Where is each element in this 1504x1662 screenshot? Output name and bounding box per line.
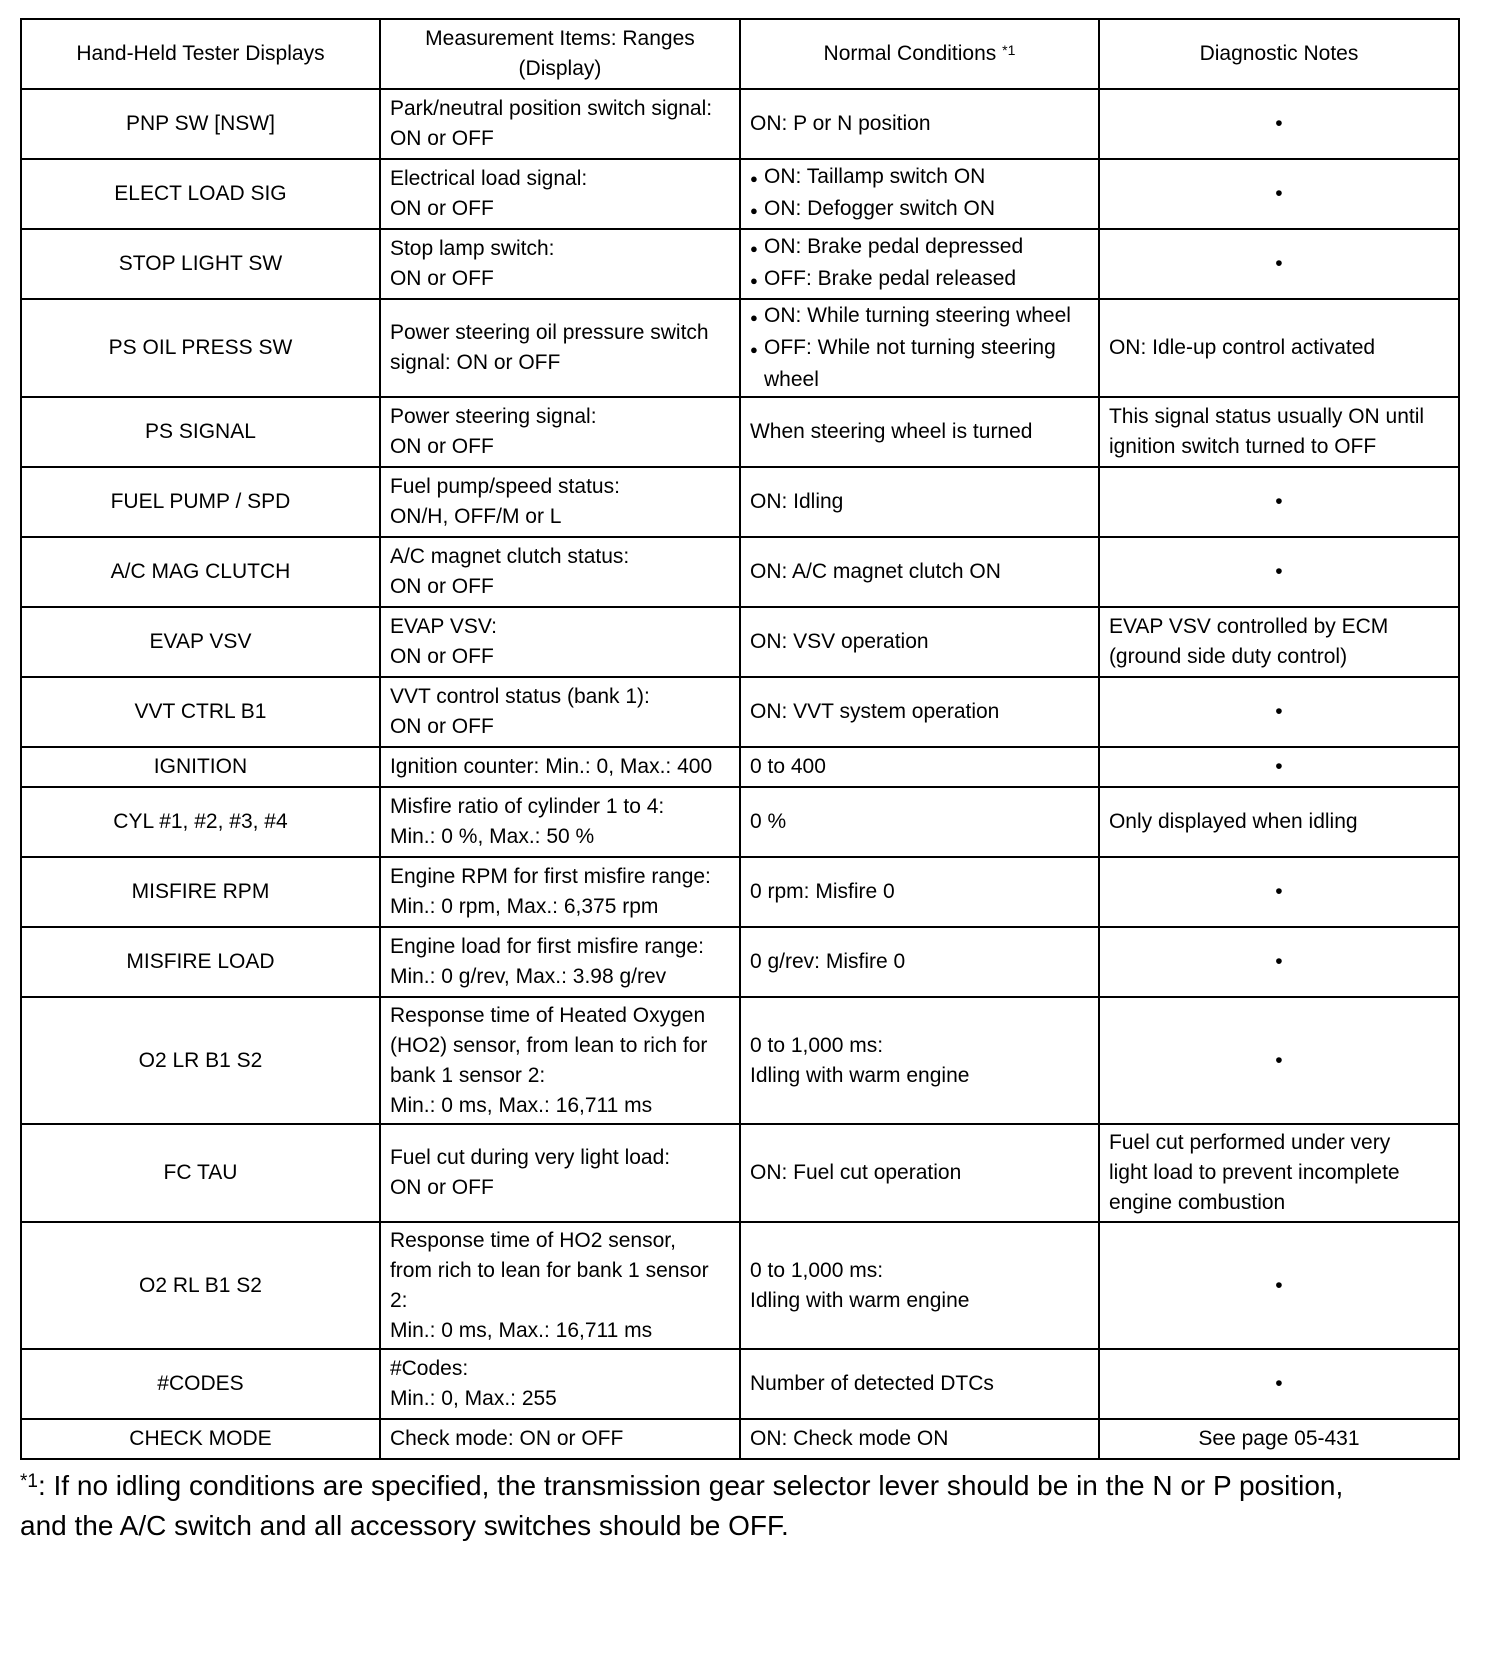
footnote [20,1466,1480,1546]
footnote-marker: *1 [20,1471,38,1492]
cell-normal [740,89,1099,159]
range-line: ON or OFF [389,715,494,738]
range-line: ON or OFF [389,197,494,220]
cell-display: O2 RL B1 S2 [21,1222,380,1349]
range-line: Power steering oil pressure switch [389,321,709,344]
range-line: EVAP VSV: [389,615,497,638]
cell-range [380,607,740,677]
empty-note-dot: • [1275,755,1283,778]
empty-note-dot: • [1275,1372,1283,1395]
range-line: Response time of HO2 sensor, [389,1228,676,1252]
range-line: Check mode: ON or OFF [389,1427,624,1450]
range-line: Response time of Heated Oxygen [389,1003,706,1027]
cell-normal [740,857,1099,927]
range-line: ON or OFF [389,267,494,290]
footnote-line2: and the A/C switch and all accessory switches should be OFF. [20,1510,789,1541]
notes-line: ON: Idle-up control activated [1108,336,1376,359]
table-row [21,397,1459,467]
normal-line: Idling with warm engine [749,1288,970,1312]
cell-display: FC TAU [21,1124,380,1222]
cell-normal [740,927,1099,997]
cell-notes [1099,1419,1459,1459]
cell-display: CYL #1, #2, #3, #4 [21,787,380,857]
range-line: Stop lamp switch: [389,237,555,260]
cell-notes [1099,1124,1459,1222]
normal-line: 0 to 1,000 ms: [749,1258,884,1282]
range-line: from rich to lean for bank 1 sensor [389,1258,709,1282]
cell-notes [1099,1349,1459,1419]
empty-note-dot: • [1275,112,1283,135]
cell-normal [740,537,1099,607]
cell-range [380,229,740,299]
header-range [380,19,740,89]
range-line: A/C magnet clutch status: [389,545,630,568]
cell-display: EVAP VSV [21,607,380,677]
notes-line: EVAP VSV controlled by ECM [1108,615,1389,638]
cell-display: IGNITION [21,747,380,787]
normal-line: ON: P or N position [749,112,931,135]
normal-line: 0 g/rev: Misfire 0 [749,950,906,973]
normal-line: 0 rpm: Misfire 0 [749,880,895,903]
normal-line: ON: Brake pedal depressed [763,235,1024,258]
cell-normal [740,299,1099,397]
cell-display: STOP LIGHT SW [21,229,380,299]
cell-notes [1099,747,1459,787]
header-range-line1: Measurement Items: Ranges [425,27,695,50]
normal-line: ON: A/C magnet clutch ON [749,560,1001,583]
table-row [21,997,1459,1124]
range-line: ON or OFF [389,127,494,150]
range-line: bank 1 sensor 2: [389,1063,546,1087]
header-normal [740,19,1099,89]
cell-normal [740,997,1099,1124]
normal-bullet-item [750,333,1089,395]
bullet-icon: ● [749,273,758,288]
normal-line: 0 % [749,810,787,833]
cell-display: O2 LR B1 S2 [21,997,380,1124]
cell-display: #CODES [21,1349,380,1419]
table-row [21,607,1459,677]
header-normal-footnote-ref: *1 [1002,42,1016,58]
cell-normal [740,1419,1099,1459]
normal-line: ON: Fuel cut operation [749,1161,962,1184]
cell-display: MISFIRE RPM [21,857,380,927]
range-line: VVT control status (bank 1): [389,685,650,708]
range-line: ON or OFF [389,645,494,668]
table-row [21,229,1459,299]
cell-display: PS SIGNAL [21,397,380,467]
cell-notes [1099,997,1459,1124]
cell-notes [1099,299,1459,397]
table-row [21,787,1459,857]
header-normal-label: Normal Conditions [823,42,997,65]
cell-notes [1099,229,1459,299]
cell-normal [740,787,1099,857]
cell-range [380,1222,740,1349]
range-line: ON or OFF [389,1176,494,1199]
bullet-icon: ● [749,342,758,357]
normal-line: 0 to 400 [749,755,826,778]
cell-range [380,1419,740,1459]
table-row [21,89,1459,159]
empty-note-dot: • [1275,1048,1283,1072]
empty-note-dot: • [1275,1273,1283,1297]
table-header-row [21,19,1459,89]
cell-notes [1099,677,1459,747]
cell-range [380,747,740,787]
empty-note-dot: • [1275,252,1283,275]
range-line: ON or OFF [389,435,494,458]
cell-notes [1099,467,1459,537]
normal-line: When steering wheel is turned [749,420,1033,443]
cell-notes [1099,927,1459,997]
cell-notes [1099,787,1459,857]
range-line: ON or OFF [389,575,494,598]
notes-line: ignition switch turned to OFF [1108,435,1377,458]
range-line: Min.: 0 ms, Max.: 16,711 ms [389,1093,653,1117]
range-line: Min.: 0, Max.: 255 [389,1387,557,1410]
range-line: Misfire ratio of cylinder 1 to 4: [389,795,665,818]
normal-bullet-item [750,232,1089,264]
cell-display: PNP SW [NSW] [21,89,380,159]
table-row [21,537,1459,607]
cell-notes [1099,857,1459,927]
header-range-line2: (Display) [518,57,602,80]
notes-line: This signal status usually ON until [1108,405,1425,428]
bullet-icon: ● [749,203,758,218]
normal-line: Idling with warm engine [749,1063,970,1087]
cell-range [380,159,740,229]
range-line: Min.: 0 rpm, Max.: 6,375 rpm [389,895,659,918]
cell-range [380,997,740,1124]
table-row [21,299,1459,397]
range-line: Electrical load signal: [389,167,588,190]
normal-bullet-item [750,301,1089,333]
cell-notes [1099,397,1459,467]
normal-bullet-item [750,162,1089,194]
table-row [21,467,1459,537]
bullet-icon: ● [749,171,758,186]
empty-note-dot: • [1275,490,1283,513]
cell-normal [740,607,1099,677]
table-row [21,1124,1459,1222]
table-body [21,89,1459,1459]
cell-display: A/C MAG CLUTCH [21,537,380,607]
cell-display: PS OIL PRESS SW [21,299,380,397]
normal-line: OFF: Brake pedal released [763,267,1017,290]
cell-range [380,1124,740,1222]
table-row [21,1419,1459,1459]
notes-line: See page 05-431 [1198,1427,1360,1450]
range-line: Park/neutral position switch signal: [389,97,713,120]
normal-line: Number of detected DTCs [749,1372,994,1395]
normal-line: ON: Taillamp switch ON [763,165,986,188]
empty-note-dot: • [1275,700,1283,723]
range-line: Min.: 0 g/rev, Max.: 3.98 g/rev [389,965,667,988]
range-line: ON/H, OFF/M or L [389,505,562,528]
cell-range [380,467,740,537]
empty-note-dot: • [1275,560,1283,583]
cell-range [380,1349,740,1419]
range-line: Power steering signal: [389,405,597,428]
range-line: Min.: 0 %, Max.: 50 % [389,825,595,848]
notes-line: light load to prevent incomplete [1108,1161,1400,1184]
cell-range [380,89,740,159]
table-row [21,677,1459,747]
normal-line: ON: Defogger switch ON [763,197,996,220]
cell-range [380,787,740,857]
cell-notes [1099,89,1459,159]
range-line: Fuel pump/speed status: [389,475,620,498]
cell-range [380,677,740,747]
range-line: Engine load for first misfire range: [389,935,704,958]
normal-line: ON: While turning steering wheel [763,304,1071,327]
range-line: (HO2) sensor, from lean to rich for [389,1033,708,1057]
notes-line: (ground side duty control) [1108,645,1348,668]
cell-display: FUEL PUMP / SPD [21,467,380,537]
cell-normal [740,677,1099,747]
normal-line: ON: Idling [749,490,844,513]
cell-normal [740,1349,1099,1419]
cell-notes [1099,1222,1459,1349]
header-notes: Diagnostic Notes [1099,19,1459,89]
cell-range [380,927,740,997]
range-line: 2: [389,1288,408,1312]
cell-notes [1099,159,1459,229]
cell-normal [740,229,1099,299]
cell-notes [1099,537,1459,607]
normal-line: OFF: While not turning steering wheel [763,336,1056,391]
cell-normal [740,1222,1099,1349]
cell-range [380,857,740,927]
bullet-icon: ● [749,310,758,325]
normal-bullet-item [750,194,1089,226]
data-list-table [20,18,1460,1460]
cell-display: CHECK MODE [21,1419,380,1459]
range-line: #Codes: [389,1357,469,1380]
cell-display: VVT CTRL B1 [21,677,380,747]
range-line: Min.: 0 ms, Max.: 16,711 ms [389,1318,653,1342]
table-row [21,1349,1459,1419]
empty-note-dot: • [1275,182,1283,205]
cell-normal [740,159,1099,229]
cell-range [380,299,740,397]
empty-note-dot: • [1275,880,1283,903]
cell-normal [740,467,1099,537]
notes-line: engine combustion [1108,1191,1286,1214]
cell-display: MISFIRE LOAD [21,927,380,997]
header-display: Hand-Held Tester Displays [21,19,380,89]
table-row [21,1222,1459,1349]
normal-line: ON: Check mode ON [749,1427,949,1450]
cell-normal [740,747,1099,787]
bullet-icon: ● [749,241,758,256]
range-line: Engine RPM for first misfire range: [389,865,711,888]
notes-line: Only displayed when idling [1108,810,1358,833]
cell-range [380,397,740,467]
notes-line: Fuel cut performed under very [1108,1131,1391,1154]
cell-display: ELECT LOAD SIG [21,159,380,229]
empty-note-dot: • [1275,950,1283,973]
range-line: signal: ON or OFF [389,351,561,374]
normal-line: ON: VSV operation [749,630,929,653]
table-row [21,747,1459,787]
cell-notes [1099,607,1459,677]
range-line: Fuel cut during very light load: [389,1146,671,1169]
range-line: Ignition counter: Min.: 0, Max.: 400 [389,755,713,778]
cell-range [380,537,740,607]
normal-line: ON: VVT system operation [749,700,1000,723]
cell-normal [740,1124,1099,1222]
footnote-line1: : If no idling conditions are specified, the transmission gear selector lever should be in the N or P position, [37,1470,1344,1501]
table-row [21,927,1459,997]
table-row [21,159,1459,229]
spec-sheet [20,18,1460,1546]
cell-normal [740,397,1099,467]
table-row [21,857,1459,927]
normal-bullet-item [750,264,1089,296]
normal-line: 0 to 1,000 ms: [749,1033,884,1057]
